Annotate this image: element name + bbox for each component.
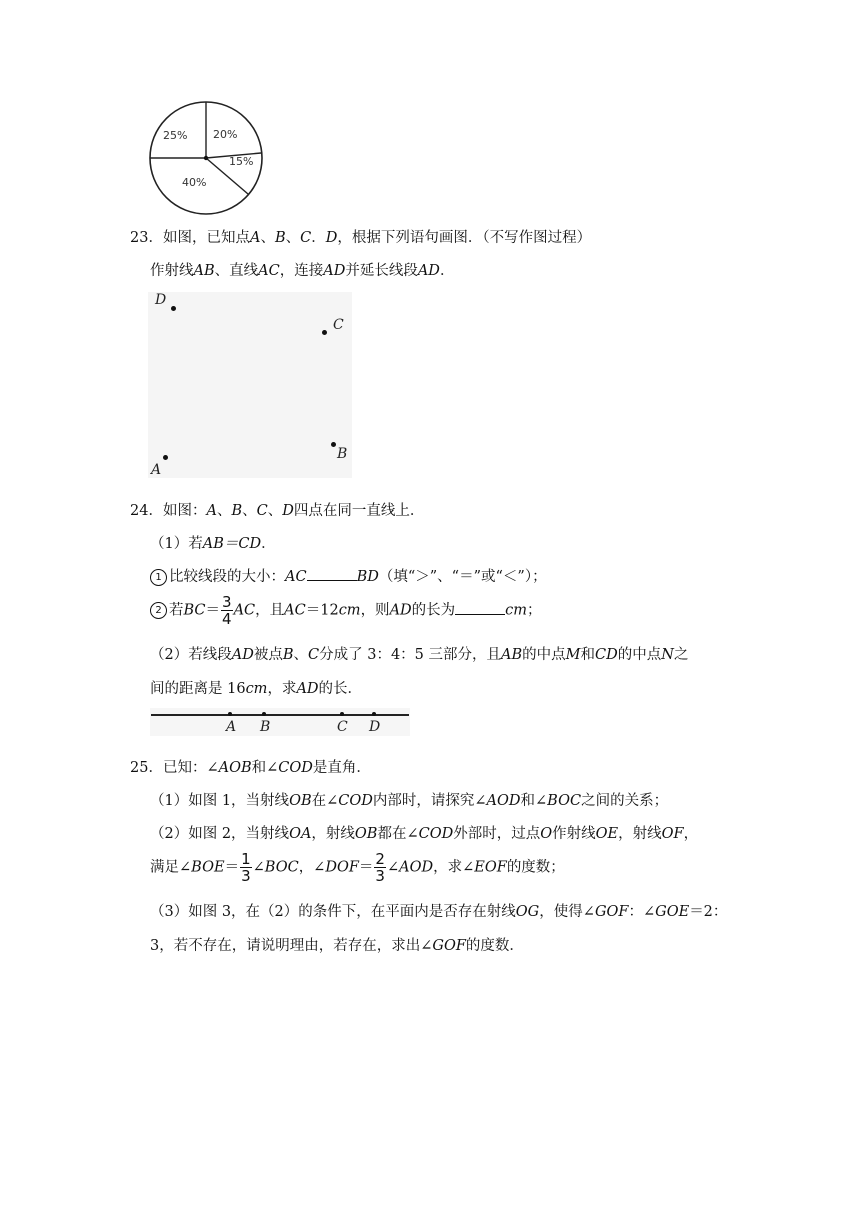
t: （1）若	[150, 536, 203, 552]
q23-line1: 23．如图，已知点A、B、C．D，根据下列语句画图．（不写作图过程）	[130, 230, 592, 246]
t: OE	[595, 826, 619, 842]
q24-label-a: A	[226, 719, 237, 735]
q24-dot-a	[228, 712, 232, 716]
q23-text-b: ，根据下列语句画图．（不写作图过程）	[337, 230, 592, 246]
t: COD	[278, 760, 313, 776]
t: ＝12	[305, 602, 339, 619]
t: 1	[241, 850, 251, 868]
q25-part2-cont	[150, 851, 565, 884]
q24-title: 24．如图：A、B、C、D四点在同一直线上．	[130, 503, 425, 519]
fraction-2-3	[374, 851, 386, 884]
t: （1）如图 1，当射线	[150, 793, 290, 809]
t: B	[231, 503, 243, 519]
q24-label-c: C	[337, 719, 348, 735]
q24-part2: （2）若线段AD被点B、C分成了 3：4：5 三部分，且AB的中点M和CD的中点N之	[150, 647, 689, 663]
t: BOE	[191, 859, 225, 876]
t: OG	[515, 904, 540, 920]
t: M	[565, 647, 581, 663]
t: 被点	[253, 647, 283, 663]
t: ，且	[255, 602, 285, 619]
q23-text: 如图，已知点	[162, 230, 250, 246]
t: （填“＞”、“＝”或“＜”）；	[378, 569, 547, 585]
q24-line	[151, 714, 409, 716]
t: ＝2：	[689, 904, 728, 920]
q24-dot-d	[372, 712, 376, 716]
t: ，	[683, 826, 699, 842]
t: AD	[323, 263, 346, 279]
t: 作射线	[552, 826, 596, 842]
q24-sub1	[150, 565, 547, 586]
t: ：∠	[628, 904, 656, 920]
pie-label-15: 15%	[229, 155, 254, 168]
t: ∠	[252, 859, 265, 876]
t: ；	[527, 602, 542, 619]
t: （2）若线段	[150, 647, 232, 663]
t: 和	[580, 647, 596, 663]
q25-title	[130, 756, 371, 777]
t: 已知：∠	[162, 760, 219, 776]
t: 在∠	[311, 793, 339, 809]
t: ＝	[224, 859, 240, 876]
q23-fig-dot-d	[171, 306, 176, 311]
t: C	[308, 647, 320, 663]
q24-dot-c	[340, 712, 344, 716]
q23-figure	[148, 292, 352, 478]
t: 、直线	[214, 263, 259, 279]
t: 3，若不存在，请说明理由，若存在，求出∠	[150, 938, 433, 954]
t: AD	[231, 647, 254, 663]
pie-label-20: 20%	[213, 128, 238, 141]
t: ∠	[386, 859, 400, 876]
fraction-1-3	[240, 851, 252, 884]
t: BD	[356, 569, 379, 585]
t: 之间的关系；	[581, 793, 669, 809]
t: 和∠	[520, 793, 548, 809]
t: O	[540, 826, 553, 842]
t: 作射线	[150, 263, 194, 279]
q23-fig-label-a: A	[151, 462, 162, 478]
t: ，∠	[298, 859, 326, 876]
q23-number: 23．	[130, 230, 163, 246]
t: ，射线	[618, 826, 662, 842]
t: 内部时，请探究∠	[372, 793, 487, 809]
pie-label-25: 25%	[163, 129, 188, 142]
q25-part3-cont	[150, 934, 524, 955]
q23-pt-b: B	[274, 230, 286, 246]
t: ，则	[360, 602, 390, 619]
q24-part2-cont	[150, 677, 362, 698]
t: 的长为	[411, 602, 456, 619]
q25-number: 25．	[130, 760, 163, 776]
t: BOC	[264, 859, 299, 876]
t: ，求∠	[433, 859, 475, 876]
t: 3	[375, 867, 385, 885]
t: COD	[418, 826, 454, 842]
t: 若	[169, 602, 184, 619]
t: AD	[417, 263, 440, 279]
t: AB	[193, 263, 215, 279]
t: AOD	[486, 793, 521, 809]
t: 3	[241, 867, 251, 885]
q24-part1	[150, 532, 276, 553]
q24-sub2	[150, 594, 542, 627]
t: B	[282, 647, 294, 663]
t: ＝	[205, 602, 221, 619]
t: 的度数．	[465, 938, 524, 954]
t: OB	[354, 826, 378, 842]
t: AD	[296, 681, 319, 697]
t: C	[256, 503, 268, 519]
q24-dot-b	[262, 712, 266, 716]
t: D	[282, 503, 294, 519]
t: CD	[595, 647, 618, 663]
answer-blank-1[interactable]	[307, 566, 357, 581]
q23-pt-d: D	[325, 230, 338, 246]
t: 之	[673, 647, 689, 663]
fraction-3-4	[221, 594, 233, 627]
t: 的中点	[522, 647, 566, 663]
pie-label-40: 40%	[182, 176, 207, 189]
q23-pt-c: C	[300, 230, 312, 246]
t: （3）如图 3，在（2）的条件下，在平面内是否存在射线	[150, 904, 516, 920]
t: AD	[389, 602, 412, 619]
q25-part1	[150, 789, 668, 810]
t: OA	[289, 826, 312, 842]
q25-part3	[150, 900, 727, 921]
q23-fig-label-d: D	[155, 292, 167, 308]
circled-2: 2	[150, 602, 167, 619]
t: AOB	[218, 760, 252, 776]
t: 四点在同一直线上．	[293, 503, 425, 519]
q25-part2	[150, 822, 698, 843]
t: cm	[338, 602, 361, 619]
q23-instruction	[150, 259, 454, 280]
t: AC	[258, 263, 280, 279]
t: AC	[233, 602, 256, 619]
t: 比较线段的大小：	[169, 569, 285, 585]
q23-fig-dot-b	[331, 442, 336, 447]
t: ，求	[267, 681, 297, 697]
t: （2）如图 2，当射线	[150, 826, 290, 842]
t: N	[661, 647, 674, 663]
t: ，连接	[279, 263, 324, 279]
q23-fig-label-b: B	[337, 446, 348, 462]
t: GOF	[432, 938, 466, 954]
t: 满足∠	[150, 859, 192, 876]
circled-1: 1	[150, 569, 167, 586]
t: 是直角．	[312, 760, 371, 776]
t: EOF	[474, 859, 507, 876]
t: ，使得∠	[539, 904, 595, 920]
t: OF	[661, 826, 684, 842]
t: ．	[439, 263, 455, 279]
t: COD	[338, 793, 373, 809]
t: GOE	[655, 904, 690, 920]
t: 分成了 3：4：5 三部分，且	[319, 647, 502, 663]
t: 3	[222, 593, 232, 611]
t: DOF	[325, 859, 359, 876]
t: 的度数；	[506, 859, 565, 876]
t: 的中点	[617, 647, 662, 663]
q24-label-b: B	[260, 719, 271, 735]
t: AOD	[399, 859, 434, 876]
t: 如图：	[162, 503, 207, 519]
t: AB	[501, 647, 523, 663]
t: AC	[284, 602, 306, 619]
q23-fig-dot-a	[163, 455, 168, 460]
answer-blank-2[interactable]	[455, 600, 505, 615]
t: ．	[261, 536, 276, 552]
t: 并延长线段	[345, 263, 418, 279]
t: ＝	[358, 859, 374, 876]
q23-fig-dot-c	[322, 330, 327, 335]
t: AB＝CD	[202, 536, 262, 552]
q24-number: 24．	[130, 503, 163, 519]
t: BOC	[547, 793, 582, 809]
t: AC	[285, 569, 307, 585]
t: OB	[289, 793, 312, 809]
t: 和∠	[251, 760, 279, 776]
t: ，射线	[311, 826, 355, 842]
t: 4	[222, 610, 232, 628]
t: 外部时，过点	[453, 826, 541, 842]
t: A	[206, 503, 217, 519]
t: GOF	[594, 904, 629, 920]
q23-fig-label-c: C	[333, 317, 344, 333]
q23-pt-a: A	[249, 230, 261, 246]
q24-label-d: D	[369, 719, 381, 735]
t: 的长．	[318, 681, 363, 697]
t: 间的距离是 16	[150, 681, 246, 697]
t: cm	[505, 602, 528, 619]
t: 都在∠	[377, 826, 419, 842]
pie-chart	[146, 98, 266, 218]
t: 2	[375, 850, 385, 868]
t: cm	[245, 681, 268, 697]
t: BC	[183, 602, 206, 619]
